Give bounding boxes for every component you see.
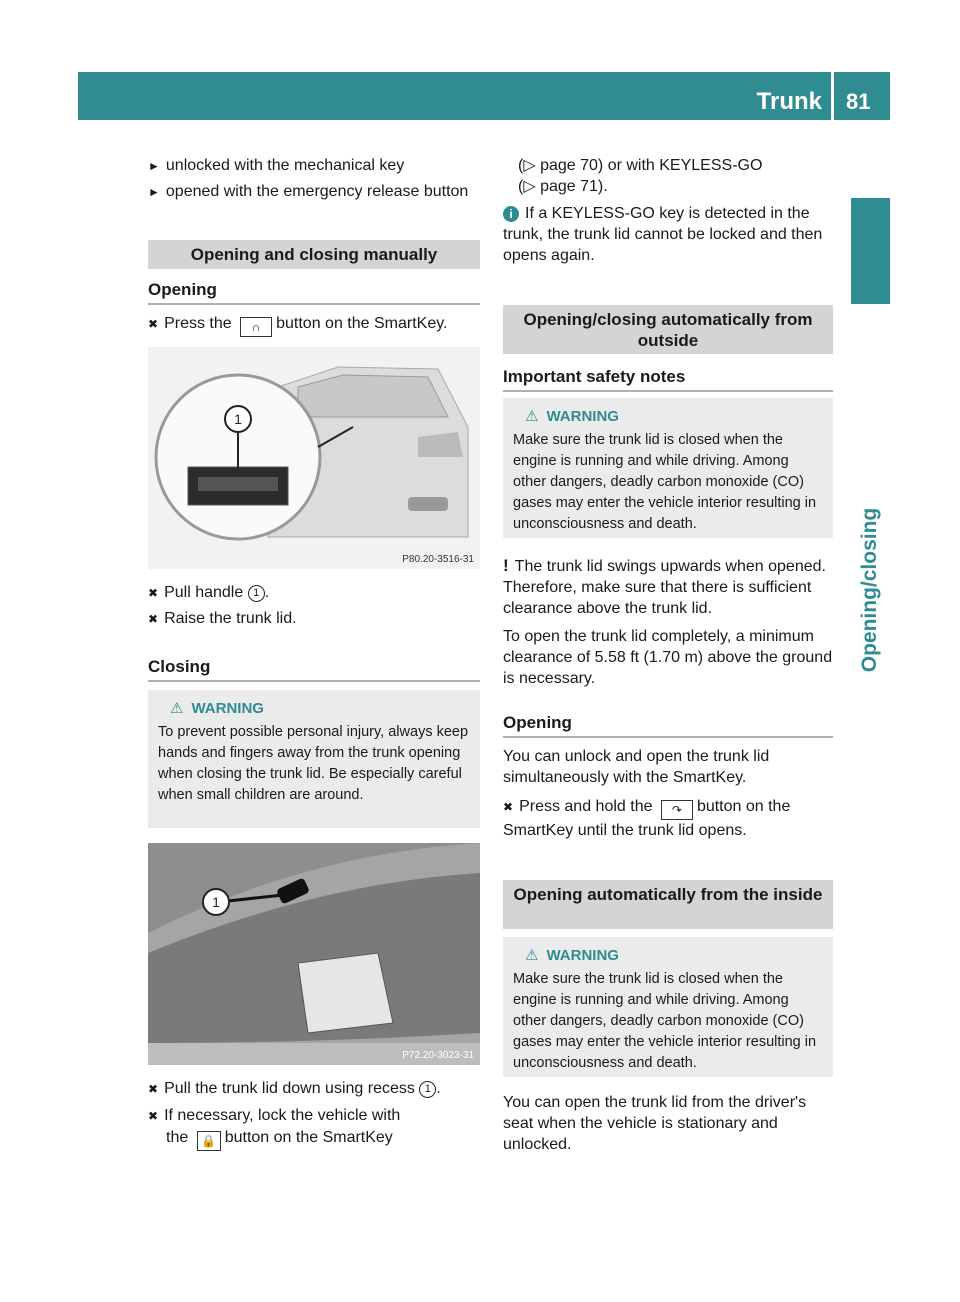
exclamation-icon: ! <box>503 556 509 575</box>
trunk-button-icon: ↷ <box>661 800 693 820</box>
callout-marker: 1 <box>248 585 265 602</box>
trunk-lid-illustration <box>148 843 480 1065</box>
instruction-step: ✖ If necessary, lock the vehicle with <box>148 1107 401 1124</box>
arrow-icon: ✖ <box>148 586 159 600</box>
paragraph: You can open the trunk lid from the driver's seat when the vehicle is stationary and unlocked. <box>503 1094 807 1153</box>
callout-marker: 1 <box>212 894 220 910</box>
instruction-step-cont: the 🔒 button on the SmartKey <box>166 1127 393 1151</box>
bullet-icon: ► <box>148 185 160 199</box>
instruction-step: ✖ Raise the trunk lid. <box>148 610 297 627</box>
image-code: P80.20-3516-31 <box>402 554 474 565</box>
bullet-icon: ► <box>148 159 160 173</box>
warning-icon: ⚠ <box>525 947 539 964</box>
unlock-button-icon: ∩ <box>240 317 272 337</box>
arrow-icon: ✖ <box>148 612 159 626</box>
photo-trunk-exterior <box>148 347 480 569</box>
warning-text: Make sure the trunk lid is closed when the engine is running and while driving. Among other dangers, deadly carbon monoxide (CO) gases may enter the vehicle interior resulting in unconsciousness and death. <box>513 432 817 532</box>
side-section-label: Opening/closing <box>858 507 881 673</box>
photo-trunk-interior <box>148 843 480 1065</box>
lock-button-icon: 🔒 <box>197 1131 221 1151</box>
warning-text: To prevent possible personal injury, always keep hands and fingers away from the trunk opening when closing the trunk lid. Be especially careful when small children are around. <box>158 724 469 803</box>
caution-note: ! The trunk lid swings upwards when opened. Therefore, make sure that there is sufficient clearance above the trunk lid. <box>503 556 826 617</box>
paragraph: You can unlock and open the trunk lid simultaneously with the SmartKey. <box>503 748 770 786</box>
arrow-icon: ✖ <box>148 317 159 331</box>
section-heading: Opening/closing automatically from outside <box>503 305 833 354</box>
info-note: i If a KEYLESS-GO key is detected in the trunk, the trunk lid cannot be locked and then opens again. <box>503 205 823 264</box>
continued-text: (▷ page 70) or with KEYLESS-GO <box>518 157 763 174</box>
list-item: ► opened with the emergency release button <box>148 183 469 200</box>
arrow-icon: ✖ <box>148 1109 159 1123</box>
section-heading: Opening and closing manually <box>148 240 480 269</box>
warning-text: Make sure the trunk lid is closed when the engine is running and while driving. Among other dangers, deadly carbon monoxide (CO) gases may enter the vehicle interior resulting in unconsciousness and death. <box>513 971 817 1071</box>
warning-box: ⚠ WARNING To prevent possible personal injury, always keep hands and fingers away from the trunk opening when closing the trunk lid. Be especially careful when small children are around. <box>148 690 480 828</box>
arrow-icon: ✖ <box>503 800 514 814</box>
page-number: 81 <box>846 89 871 114</box>
arrow-icon: ✖ <box>148 1082 159 1096</box>
continued-text: (▷ page 71). <box>518 178 608 195</box>
instruction-step: ✖ Pull handle 1 . <box>148 584 270 601</box>
info-icon: i <box>503 206 519 222</box>
list-item: ► unlocked with the mechanical key <box>148 157 405 174</box>
callout-marker: 1 <box>419 1081 436 1098</box>
warning-box: ⚠ WARNING Make sure the trunk lid is closed when the engine is running and while driving. Among other dangers, deadly carbon monoxide (CO) gases may enter the vehicle interior resulting in unconsciousness and death. <box>503 398 833 538</box>
subheading-closing: Closing <box>148 657 480 682</box>
warning-box: ⚠ WARNING Make sure the trunk lid is closed when the engine is running and while driving. Among other dangers, deadly carbon monoxide (CO) gases may enter the vehicle interior resulting in unconsciousness and death. <box>503 937 833 1077</box>
section-heading: Opening automatically from the inside <box>503 880 833 929</box>
warning-icon: ⚠ <box>170 700 184 717</box>
instruction-step: ✖ Press the ∩ button on the SmartKey. <box>148 313 447 337</box>
subheading-safety: Important safety notes <box>503 367 833 392</box>
page-title: Trunk <box>756 88 822 115</box>
instruction-step: ✖ Pull the trunk lid down using recess 1 . <box>148 1080 441 1097</box>
instruction-step: ✖ Press and hold the ↷ button on the SmartKey until the trunk lid opens. <box>503 798 791 839</box>
subheading-opening: Opening <box>148 280 480 305</box>
side-tab <box>851 198 890 304</box>
warning-icon: ⚠ <box>525 408 539 425</box>
car-rear-illustration <box>148 347 480 569</box>
image-code: P72.20-3023-31 <box>402 1050 474 1061</box>
paragraph: To open the trunk lid completely, a minimum clearance of 5.58 ft (1.70 m) above the ground is necessary. <box>503 628 833 687</box>
subheading-opening: Opening <box>503 713 833 738</box>
callout-marker: 1 <box>234 411 242 427</box>
header-divider <box>831 72 834 120</box>
